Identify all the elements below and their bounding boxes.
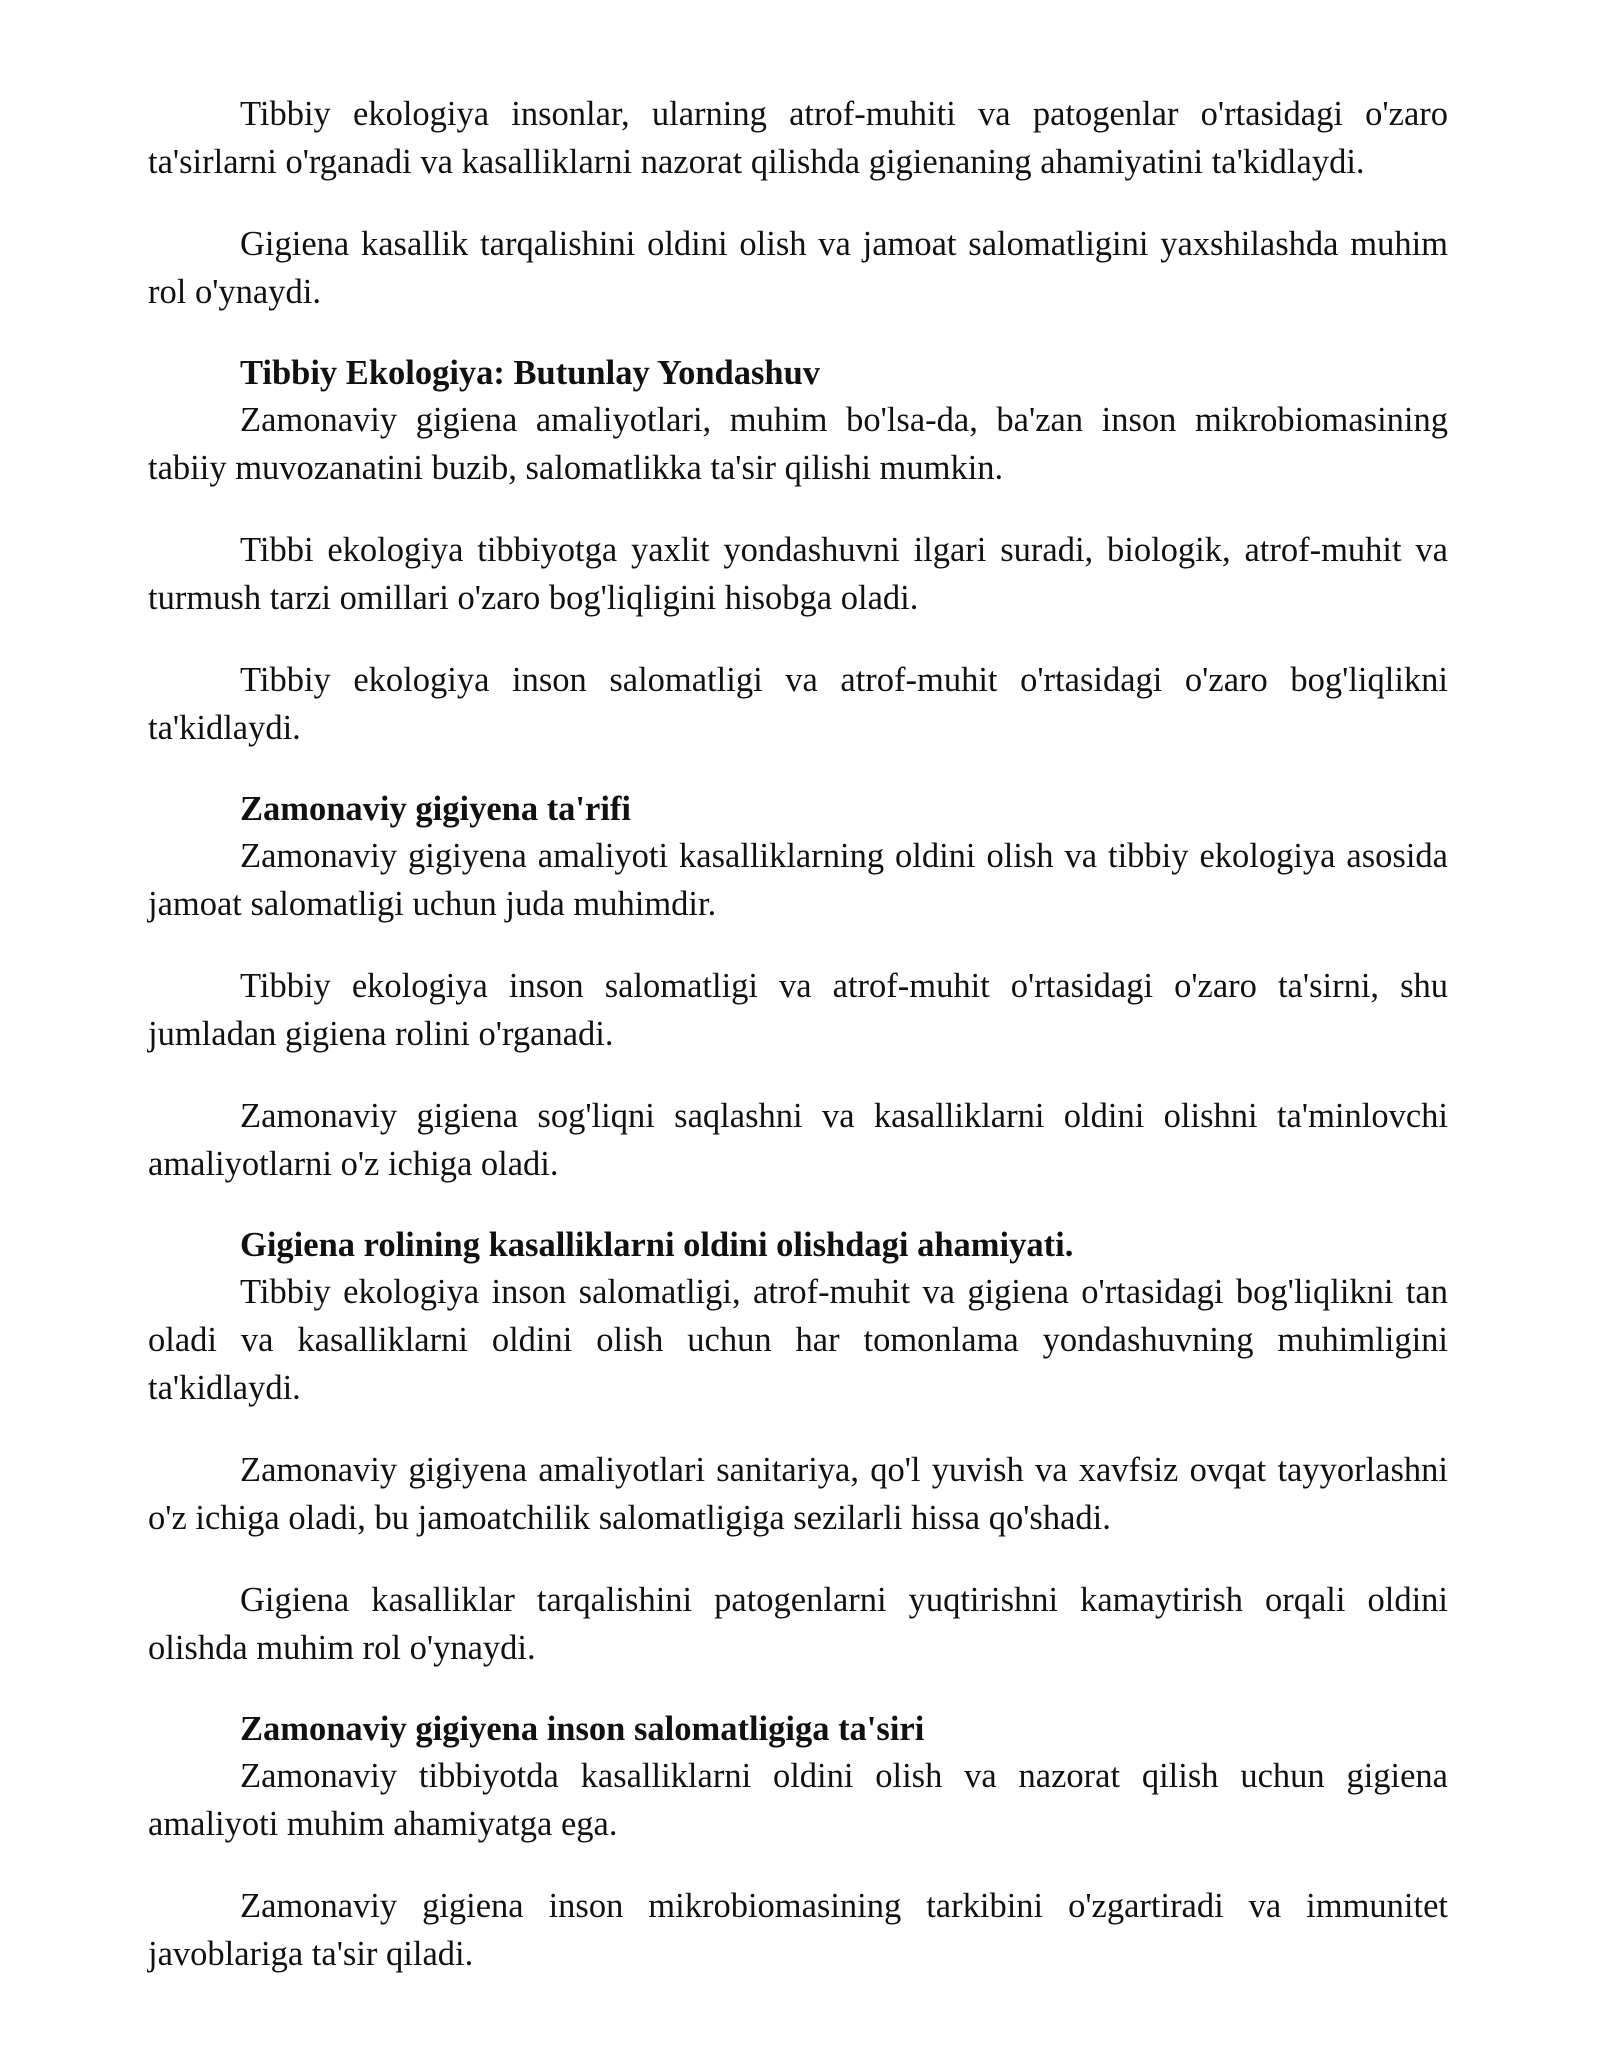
section-heading: Gigiena rolining kasalliklarni oldini olishdagi ahamiyati. bbox=[240, 1226, 1074, 1264]
paragraph: Zamonaviy tibbiyotda kasalliklarni oldini olish va nazorat qilish uchun gigiena amaliyoti muhim ahamiyatga ega. bbox=[148, 1757, 1448, 1843]
intro-block bbox=[148, 90, 1448, 316]
section-medical-ecology bbox=[148, 350, 1448, 752]
paragraph: Tibbiy ekologiya insonlar, ularning atrof-muhiti va patogenlar o'rtasidagi o'zaro ta'sirlarni o'rganadi va kasalliklarni nazorat qilishda gigienaning ahamiyatini ta'kidlaydi. bbox=[148, 95, 1448, 181]
paragraph: Tibbiy ekologiya inson salomatligi va atrof-muhit o'rtasidagi o'zaro bog'liqlikni ta'kidlaydi. bbox=[148, 661, 1448, 747]
paragraph: Tibbi ekologiya tibbiyotga yaxlit yondashuvni ilgari suradi, biologik, atrof-muhit va turmush tarzi omillari o'zaro bog'liqligini hisobga oladi. bbox=[148, 531, 1448, 617]
paragraph: Zamonaviy gigiena amaliyotlari, muhim bo'lsa-da, ba'zan inson mikrobiomasining tabiiy muvozanatini buzib, salomatlikka ta'sir qilishi mumkin. bbox=[148, 401, 1448, 487]
section-heading: Tibbiy Ekologiya: Butunlay Yondashuv bbox=[240, 354, 821, 392]
paragraph: Tibbiy ekologiya inson salomatligi, atrof-muhit va gigiena o'rtasidagi bog'liqlikni tan oladi va kasalliklarni oldini olish uchun har tomonlama yondashuvning muhimligini ta'kidlaydi. bbox=[148, 1273, 1448, 1407]
paragraph: Zamonaviy gigiyena amaliyoti kasalliklarning oldini olish va tibbiy ekologiya asosida jamoat salomatligi uchun juda muhimdir. bbox=[148, 837, 1448, 923]
paragraph: Zamonaviy gigiyena amaliyotlari sanitariya, qo'l yuvish va xavfsiz ovqat tayyorlashni o'z ichiga oladi, bu jamoatchilik salomatligiga sezilarli hissa qo'shadi. bbox=[148, 1451, 1448, 1537]
paragraph: Zamonaviy gigiena sog'liqni saqlashni va kasalliklarni oldini olishni ta'minlovchi amaliyotlarni o'z ichiga oladi. bbox=[148, 1097, 1448, 1183]
paragraph: Tibbiy ekologiya inson salomatligi va atrof-muhit o'rtasidagi o'zaro ta'sirni, shu jumladan gigiena rolini o'rganadi. bbox=[148, 967, 1448, 1053]
section-hygiene-impact bbox=[148, 1706, 1448, 1978]
paragraph: Zamonaviy gigiena inson mikrobiomasining tarkibini o'zgartiradi va immunitet javoblariga ta'sir qiladi. bbox=[148, 1887, 1448, 1973]
section-heading: Zamonaviy gigiyena ta'rifi bbox=[240, 790, 631, 828]
paragraph: Gigiena kasallik tarqalishini oldini olish va jamoat salomatligini yaxshilashda muhim rol o'ynaydi. bbox=[148, 225, 1448, 311]
section-modern-hygiene-definition bbox=[148, 786, 1448, 1188]
section-hygiene-role bbox=[148, 1222, 1448, 1672]
section-heading: Zamonaviy gigiyena inson salomatligiga ta'siri bbox=[240, 1710, 925, 1748]
paragraph: Gigiena kasalliklar tarqalishini patogenlarni yuqtirishni kamaytirish orqali oldini olishda muhim rol o'ynaydi. bbox=[148, 1581, 1448, 1667]
document-page bbox=[148, 90, 1448, 2012]
